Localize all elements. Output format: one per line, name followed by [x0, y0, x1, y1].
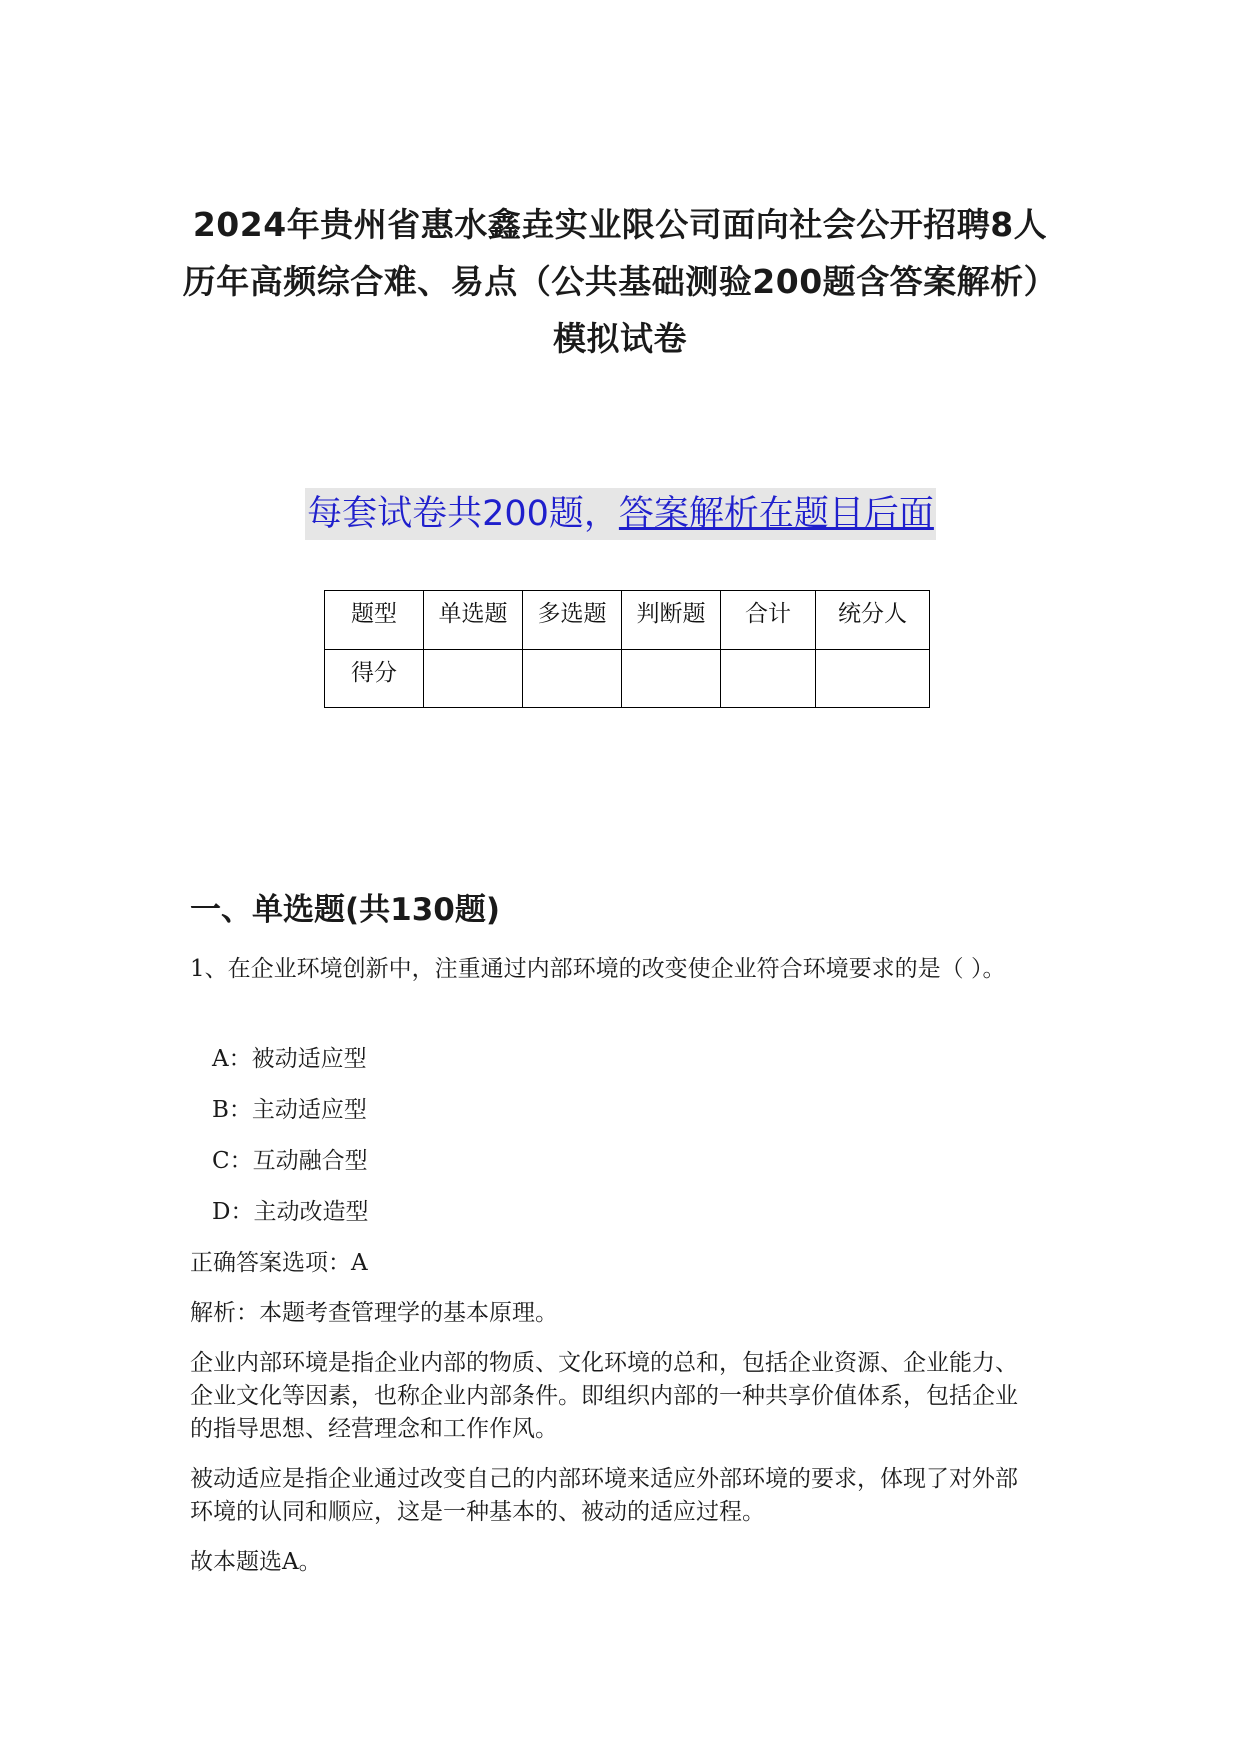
score-table-score-row — [325, 650, 930, 708]
option-d: D：主动改造型 — [212, 1199, 369, 1225]
header-cell-judgment: 判断题 — [622, 591, 721, 650]
subtitle-text: 每套试卷共200题， — [307, 494, 619, 534]
subtitle-banner — [0, 488, 1241, 540]
score-table-header-row — [325, 591, 930, 650]
score-cell-judgment — [622, 650, 721, 708]
header-cell-total: 合计 — [721, 591, 816, 650]
exam-title: 2024年贵州省惠水鑫垚实业限公司面向社会公开招聘8人历年高频综合难、易点（公共基础测验200题含答案解析）模拟试卷 — [182, 205, 1058, 358]
correct-answer: 正确答案选项：A — [190, 1250, 368, 1276]
score-cell-total — [721, 650, 816, 708]
header-cell-single: 单选题 — [424, 591, 523, 650]
subtitle — [305, 488, 936, 540]
analysis-paragraph-2: 被动适应是指企业通过改变自己的内部环境来适应外部环境的要求，体现了对外部环境的认同和顺应，这是一种基本的、被动的适应过程。 — [190, 1466, 1018, 1525]
section-heading: 一、单选题(共130题) — [190, 892, 501, 928]
header-cell-scorer: 统分人 — [816, 591, 930, 650]
analysis-paragraph-1: 企业内部环境是指企业内部的物质、文化环境的总和，包括企业资源、企业能力、企业文化等因素，也称企业内部条件。即组织内部的一种共享价值体系，包括企业的指导思想、经营理念和工作作风。 — [190, 1350, 1018, 1442]
score-cell-scorer — [816, 650, 930, 708]
option-b: B：主动适应型 — [212, 1097, 367, 1123]
header-cell-type: 题型 — [325, 591, 424, 650]
option-a: A：被动适应型 — [212, 1046, 367, 1072]
analysis-conclusion: 故本题选A。 — [190, 1549, 322, 1575]
question-stem: 1、在企业环境创新中，注重通过内部环境的改变使企业符合环境要求的是（ ）。 — [190, 956, 1006, 982]
analysis-heading: 解析：本题考查管理学的基本原理。 — [190, 1300, 558, 1326]
answer-location-link[interactable]: 答案解析在题目后面 — [618, 494, 934, 534]
option-c: C：互动融合型 — [212, 1148, 368, 1174]
header-cell-multiple: 多选题 — [523, 591, 622, 650]
score-cell-single — [424, 650, 523, 708]
score-table — [324, 590, 930, 708]
score-row-label: 得分 — [325, 650, 424, 708]
score-cell-multiple — [523, 650, 622, 708]
